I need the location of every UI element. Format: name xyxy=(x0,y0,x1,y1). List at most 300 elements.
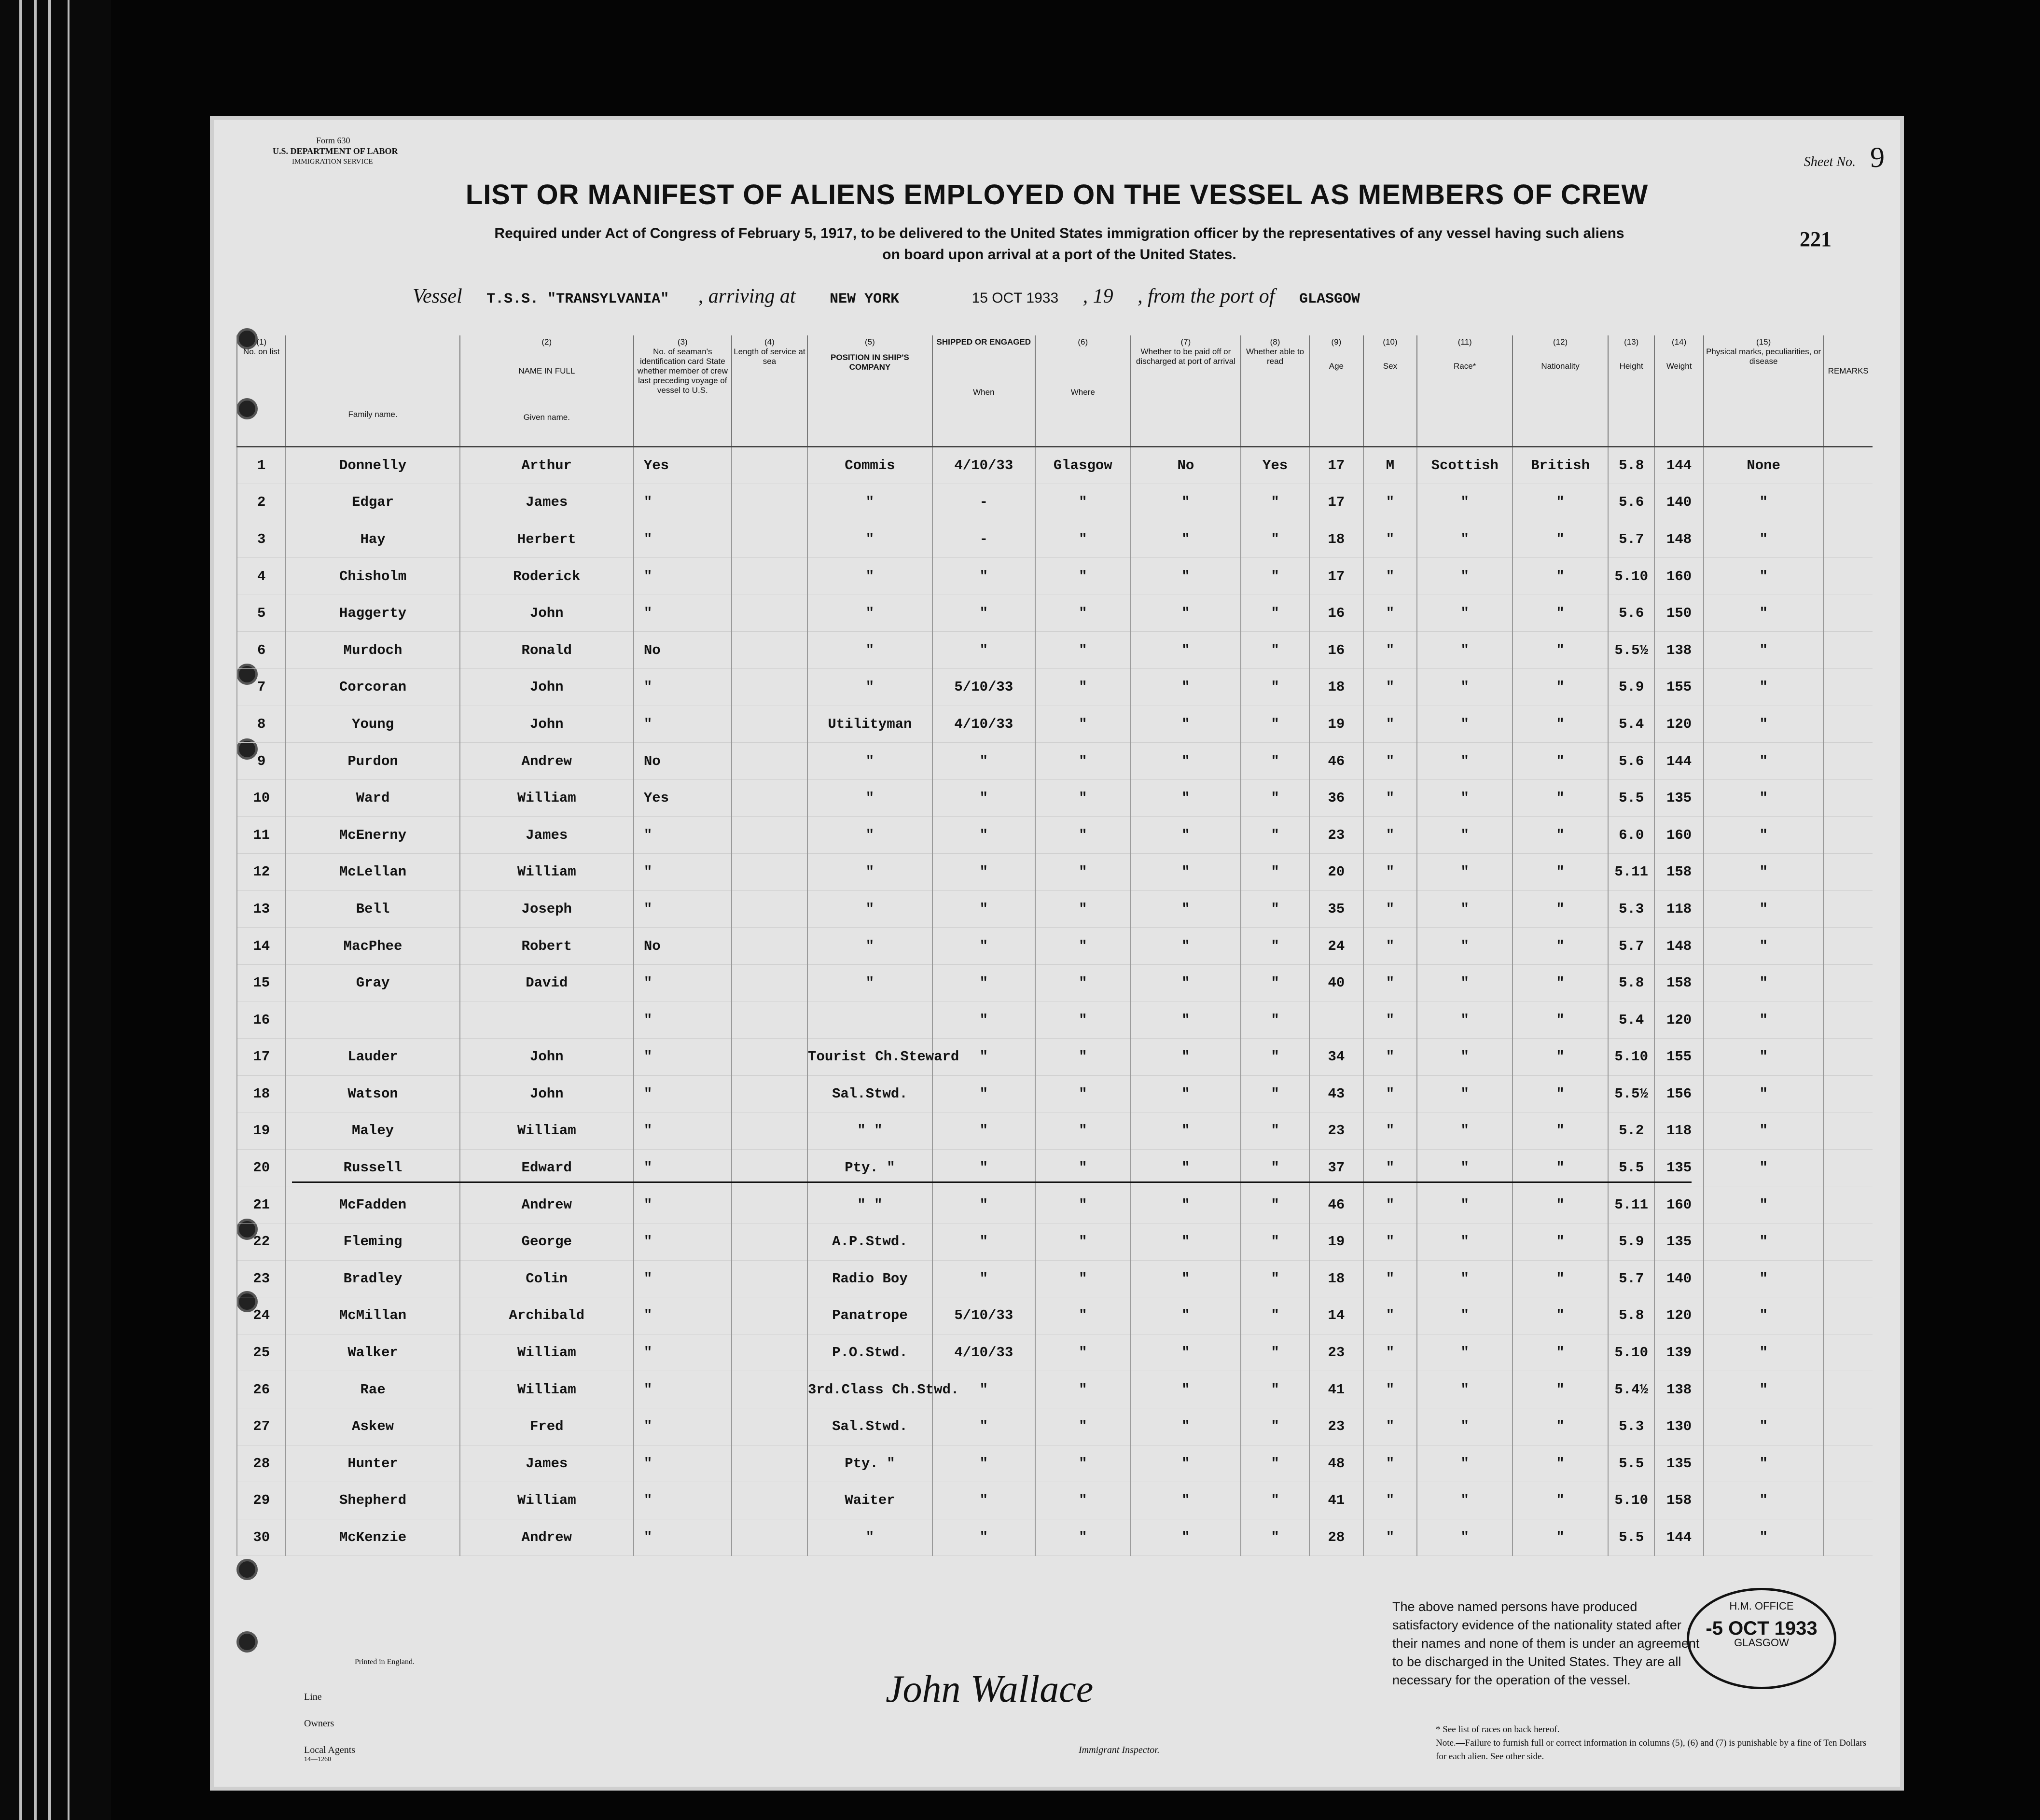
family-name: Ward xyxy=(286,779,459,817)
manifest-page xyxy=(210,116,1904,1791)
weight: 135 xyxy=(1654,1445,1703,1482)
paid-off: " xyxy=(1131,1334,1241,1371)
position: Panatrope xyxy=(807,1297,932,1334)
service-length xyxy=(732,743,807,780)
shipped-when: " xyxy=(932,779,1035,817)
inspector-signature: John Wallace xyxy=(886,1668,1094,1710)
age: 20 xyxy=(1309,854,1363,891)
race: " xyxy=(1417,595,1513,632)
stamp-date: -5 OCT 1933 xyxy=(1706,1618,1818,1639)
position xyxy=(807,1001,932,1039)
remarks xyxy=(1823,1223,1873,1260)
service-length xyxy=(732,1408,807,1445)
given-name: Edward xyxy=(460,1149,634,1186)
remarks xyxy=(1823,890,1873,928)
position: " xyxy=(807,743,932,780)
nationality: " xyxy=(1513,1039,1608,1076)
physical-marks: " xyxy=(1704,1001,1824,1039)
id-card: " xyxy=(634,1408,732,1445)
weight: 150 xyxy=(1654,595,1703,632)
paid-off: " xyxy=(1131,1112,1241,1150)
remarks xyxy=(1823,928,1873,965)
shipped-where: Glasgow xyxy=(1035,446,1131,484)
family-name: McEnerny xyxy=(286,817,459,854)
position: " xyxy=(807,484,932,521)
shipped-when: " xyxy=(932,1186,1035,1223)
height: 5.5½ xyxy=(1608,1075,1654,1112)
line-number: 21 xyxy=(237,1186,286,1223)
physical-marks: " xyxy=(1704,743,1824,780)
weight: 160 xyxy=(1654,1186,1703,1223)
id-card: No xyxy=(634,928,732,965)
shipped-when: " xyxy=(932,1445,1035,1482)
physical-marks: " xyxy=(1704,1408,1824,1445)
position: Sal.Stwd. xyxy=(807,1075,932,1112)
race: " xyxy=(1417,1149,1513,1186)
paid-off: " xyxy=(1131,1297,1241,1334)
position: " " xyxy=(807,1112,932,1150)
id-card: " xyxy=(634,484,732,521)
crew-row xyxy=(237,484,1873,521)
nationality: " xyxy=(1513,1001,1608,1039)
year-label: , 19 xyxy=(1082,285,1113,307)
col-no: (1) No. on list xyxy=(237,335,286,446)
position: Utilityman xyxy=(807,706,932,743)
sex: " xyxy=(1363,1112,1417,1150)
age: 41 xyxy=(1309,1482,1363,1519)
physical-marks: " xyxy=(1704,595,1824,632)
weight: 158 xyxy=(1654,854,1703,891)
position: " xyxy=(807,928,932,965)
given-name: Andrew xyxy=(460,1519,634,1556)
nationality: " xyxy=(1513,484,1608,521)
age: 23 xyxy=(1309,1112,1363,1150)
binder-strip xyxy=(0,0,111,1820)
given-name: Arthur xyxy=(460,446,634,484)
able-to-read: " xyxy=(1241,595,1309,632)
height: 5.2 xyxy=(1608,1112,1654,1150)
race: " xyxy=(1417,1371,1513,1408)
given-name: James xyxy=(460,484,634,521)
weight: 144 xyxy=(1654,1519,1703,1556)
paid-off: " xyxy=(1131,595,1241,632)
service-length xyxy=(732,1223,807,1260)
crew-row xyxy=(237,1075,1873,1112)
physical-marks: " xyxy=(1704,1186,1824,1223)
race: " xyxy=(1417,521,1513,558)
shipped-where: " xyxy=(1035,632,1131,669)
given-name: William xyxy=(460,1371,634,1408)
family-name: Fleming xyxy=(286,1223,459,1260)
height: 5.8 xyxy=(1608,964,1654,1001)
able-to-read: " xyxy=(1241,1297,1309,1334)
able-to-read: " xyxy=(1241,1186,1309,1223)
line-number: 5 xyxy=(237,595,286,632)
given-name: Andrew xyxy=(460,1186,634,1223)
paid-off: " xyxy=(1131,1186,1241,1223)
weight: 135 xyxy=(1654,779,1703,817)
able-to-read: " xyxy=(1241,632,1309,669)
weight: 120 xyxy=(1654,706,1703,743)
physical-marks: " xyxy=(1704,1260,1824,1297)
stamp-bottom: GLASGOW xyxy=(1734,1637,1789,1649)
age: 40 xyxy=(1309,964,1363,1001)
id-card: " xyxy=(634,558,732,595)
weight: 118 xyxy=(1654,1112,1703,1150)
race: " xyxy=(1417,1445,1513,1482)
id-card: " xyxy=(634,1039,732,1076)
nationality: " xyxy=(1513,928,1608,965)
weight: 118 xyxy=(1654,890,1703,928)
line-number: 26 xyxy=(237,1371,286,1408)
nationality: " xyxy=(1513,779,1608,817)
id-card: " xyxy=(634,1519,732,1556)
height: 5.4 xyxy=(1608,1001,1654,1039)
col-able-to-read: (8) Whether able to read xyxy=(1241,335,1309,446)
physical-marks: " xyxy=(1704,854,1824,891)
age: 48 xyxy=(1309,1445,1363,1482)
shipped-when: 4/10/33 xyxy=(932,706,1035,743)
id-card: No xyxy=(634,743,732,780)
crew-row xyxy=(237,1112,1873,1150)
crew-row xyxy=(237,595,1873,632)
line-number: 27 xyxy=(237,1408,286,1445)
nationality: " xyxy=(1513,1482,1608,1519)
line-number: 30 xyxy=(237,1519,286,1556)
col-shipped-where: (6) Where xyxy=(1035,335,1131,446)
line-number: 7 xyxy=(237,669,286,706)
weight: 144 xyxy=(1654,446,1703,484)
given-name: James xyxy=(460,817,634,854)
crew-row xyxy=(237,743,1873,780)
height: 5.9 xyxy=(1608,669,1654,706)
sex: " xyxy=(1363,1334,1417,1371)
weight: 156 xyxy=(1654,1075,1703,1112)
age: 17 xyxy=(1309,446,1363,484)
paid-off: No xyxy=(1131,446,1241,484)
shipped-where: " xyxy=(1035,1519,1131,1556)
declaration-text: The above named persons have produced satisfactory evidence of the nationality stated after their names and none of them is under an agreement to be discharged in the United States. They are all necessary for the operation of the vessel. xyxy=(1392,1599,1700,1687)
physical-marks: " xyxy=(1704,1445,1824,1482)
age: 34 xyxy=(1309,1039,1363,1076)
position: P.O.Stwd. xyxy=(807,1334,932,1371)
col-id-card: (3) No. of seaman's identification card State whether member of crew last preceding voyage of vessel to U.S. xyxy=(634,335,732,446)
nationality: " xyxy=(1513,1519,1608,1556)
paid-off: " xyxy=(1131,928,1241,965)
family-name: McFadden xyxy=(286,1186,459,1223)
crew-table-body xyxy=(237,446,1873,1556)
family-name: Hunter xyxy=(286,1445,459,1482)
physical-marks: " xyxy=(1704,558,1824,595)
line-number: 28 xyxy=(237,1445,286,1482)
service-length xyxy=(732,632,807,669)
physical-marks: " xyxy=(1704,1482,1824,1519)
shipped-when: " xyxy=(932,1260,1035,1297)
service-length xyxy=(732,779,807,817)
able-to-read: " xyxy=(1241,1371,1309,1408)
able-to-read: " xyxy=(1241,1075,1309,1112)
remarks xyxy=(1823,1334,1873,1371)
line-number: 10 xyxy=(237,779,286,817)
shipped-where: " xyxy=(1035,706,1131,743)
remarks xyxy=(1823,706,1873,743)
from-port: GLASGOW xyxy=(1299,291,1360,307)
height: 5.5 xyxy=(1608,1519,1654,1556)
crew-row xyxy=(237,779,1873,817)
nationality: " xyxy=(1513,854,1608,891)
race: " xyxy=(1417,1482,1513,1519)
age: 37 xyxy=(1309,1149,1363,1186)
crew-row xyxy=(237,817,1873,854)
line-16-strikethrough xyxy=(292,1181,1692,1183)
able-to-read: " xyxy=(1241,1482,1309,1519)
service-length xyxy=(732,521,807,558)
able-to-read: " xyxy=(1241,706,1309,743)
footnote xyxy=(1436,1723,1870,1764)
sex: " xyxy=(1363,1445,1417,1482)
crew-row xyxy=(237,1334,1873,1371)
remarks xyxy=(1823,1371,1873,1408)
given-name: William xyxy=(460,1482,634,1519)
race: " xyxy=(1417,1075,1513,1112)
sex: " xyxy=(1363,1482,1417,1519)
owners-label: Owners xyxy=(304,1718,334,1729)
service-length xyxy=(732,1519,807,1556)
position: A.P.Stwd. xyxy=(807,1223,932,1260)
sex: " xyxy=(1363,1075,1417,1112)
height: 5.8 xyxy=(1608,446,1654,484)
nationality: " xyxy=(1513,1371,1608,1408)
id-card: No xyxy=(634,632,732,669)
family-name: McMillan xyxy=(286,1297,459,1334)
sex: " xyxy=(1363,484,1417,521)
sex: " xyxy=(1363,964,1417,1001)
height: 5.11 xyxy=(1608,1186,1654,1223)
able-to-read: " xyxy=(1241,669,1309,706)
remarks xyxy=(1823,595,1873,632)
race: " xyxy=(1417,706,1513,743)
height: 5.10 xyxy=(1608,558,1654,595)
race: " xyxy=(1417,890,1513,928)
weight: 144 xyxy=(1654,743,1703,780)
age: 24 xyxy=(1309,928,1363,965)
remarks xyxy=(1823,1297,1873,1334)
race: " xyxy=(1417,743,1513,780)
position: " xyxy=(807,854,932,891)
header-row xyxy=(237,335,1873,446)
shipped-where: " xyxy=(1035,854,1131,891)
sex: " xyxy=(1363,669,1417,706)
line-number: 1 xyxy=(237,446,286,484)
line-number: 19 xyxy=(237,1112,286,1150)
id-card: " xyxy=(634,1260,732,1297)
paid-off: " xyxy=(1131,890,1241,928)
service-length xyxy=(732,1112,807,1150)
physical-marks: " xyxy=(1704,964,1824,1001)
given-name: William xyxy=(460,1334,634,1371)
race: " xyxy=(1417,1260,1513,1297)
family-name: Haggerty xyxy=(286,595,459,632)
crew-row xyxy=(237,1039,1873,1076)
remarks xyxy=(1823,743,1873,780)
remarks xyxy=(1823,1445,1873,1482)
shipped-where: " xyxy=(1035,1260,1131,1297)
age: 35 xyxy=(1309,890,1363,928)
position: " xyxy=(807,521,932,558)
sex: M xyxy=(1363,446,1417,484)
weight: 138 xyxy=(1654,632,1703,669)
position: " xyxy=(807,632,932,669)
sex: " xyxy=(1363,1039,1417,1076)
nationality: " xyxy=(1513,1297,1608,1334)
crew-row xyxy=(237,521,1873,558)
physical-marks: " xyxy=(1704,1075,1824,1112)
paid-off: " xyxy=(1131,1482,1241,1519)
shipped-where: " xyxy=(1035,484,1131,521)
shipped-when: " xyxy=(932,1001,1035,1039)
form-code: 14—1260 xyxy=(304,1756,331,1763)
service-length xyxy=(732,1149,807,1186)
sex: " xyxy=(1363,1408,1417,1445)
position: " xyxy=(807,817,932,854)
crew-row xyxy=(237,964,1873,1001)
race: " xyxy=(1417,1186,1513,1223)
given-name: William xyxy=(460,1112,634,1150)
subtitle-line-1: Required under Act of Congress of February 5, 1917, to be delivered to the United States immigration officer by the representatives of any vessel having such aliens xyxy=(494,225,1624,241)
family-name: Lauder xyxy=(286,1039,459,1076)
id-card: " xyxy=(634,1297,732,1334)
sex: " xyxy=(1363,779,1417,817)
service-length xyxy=(732,1075,807,1112)
remarks xyxy=(1823,1149,1873,1186)
service-length xyxy=(732,446,807,484)
remarks xyxy=(1823,1408,1873,1445)
physical-marks: " xyxy=(1704,706,1824,743)
shipped-where: " xyxy=(1035,1149,1131,1186)
id-card: " xyxy=(634,595,732,632)
given-name: Fred xyxy=(460,1408,634,1445)
age: 16 xyxy=(1309,632,1363,669)
paid-off: " xyxy=(1131,854,1241,891)
crew-row xyxy=(237,1519,1873,1556)
col-position: (5) POSITION IN SHIP'S COMPANY xyxy=(807,335,932,446)
shipped-when: " xyxy=(932,1223,1035,1260)
given-name: George xyxy=(460,1223,634,1260)
physical-marks: " xyxy=(1704,1149,1824,1186)
able-to-read: " xyxy=(1241,1112,1309,1150)
sex: " xyxy=(1363,1260,1417,1297)
crew-row xyxy=(237,928,1873,965)
able-to-read: " xyxy=(1241,1445,1309,1482)
height: 5.4 xyxy=(1608,706,1654,743)
line-number: 15 xyxy=(237,964,286,1001)
given-name: John xyxy=(460,1075,634,1112)
remarks xyxy=(1823,1112,1873,1150)
sex: " xyxy=(1363,521,1417,558)
shipped-where: " xyxy=(1035,779,1131,817)
height: 5.9 xyxy=(1608,1223,1654,1260)
family-name: Chisholm xyxy=(286,558,459,595)
crew-row xyxy=(237,632,1873,669)
given-name: William xyxy=(460,854,634,891)
remarks xyxy=(1823,632,1873,669)
crew-table xyxy=(236,335,1873,1556)
age: 41 xyxy=(1309,1371,1363,1408)
shipped-when: " xyxy=(932,1371,1035,1408)
family-name: Shepherd xyxy=(286,1482,459,1519)
position: " xyxy=(807,558,932,595)
col-paid-off: (7) Whether to be paid off or discharged at port of arrival xyxy=(1131,335,1241,446)
weight: 130 xyxy=(1654,1408,1703,1445)
height: 5.7 xyxy=(1608,1260,1654,1297)
crew-row xyxy=(237,1186,1873,1223)
able-to-read: " xyxy=(1241,1001,1309,1039)
weight: 158 xyxy=(1654,964,1703,1001)
family-name: Murdoch xyxy=(286,632,459,669)
shipped-where: " xyxy=(1035,1075,1131,1112)
able-to-read: " xyxy=(1241,484,1309,521)
sex: " xyxy=(1363,890,1417,928)
able-to-read: " xyxy=(1241,1149,1309,1186)
crew-row xyxy=(237,1001,1873,1039)
remarks xyxy=(1823,854,1873,891)
age: 28 xyxy=(1309,1519,1363,1556)
paid-off: " xyxy=(1131,1149,1241,1186)
crew-row xyxy=(237,1408,1873,1445)
race: " xyxy=(1417,817,1513,854)
document-title: LIST OR MANIFEST OF ALIENS EMPLOYED ON THE VESSEL AS MEMBERS OF CREW xyxy=(465,179,1649,210)
race: " xyxy=(1417,1223,1513,1260)
height: 5.5 xyxy=(1608,1149,1654,1186)
sex: " xyxy=(1363,817,1417,854)
remarks xyxy=(1823,1039,1873,1076)
id-card: " xyxy=(634,1075,732,1112)
remarks xyxy=(1823,1075,1873,1112)
crew-row xyxy=(237,854,1873,891)
given-name: Ronald xyxy=(460,632,634,669)
local-agents-label: Local Agents xyxy=(304,1745,356,1755)
height: 5.10 xyxy=(1608,1334,1654,1371)
service-length xyxy=(732,1039,807,1076)
line-number: 13 xyxy=(237,890,286,928)
shipped-where: " xyxy=(1035,1112,1131,1150)
paid-off: " xyxy=(1131,632,1241,669)
id-card: " xyxy=(634,964,732,1001)
height: 5.6 xyxy=(1608,484,1654,521)
shipped-where: " xyxy=(1035,1371,1131,1408)
position: Pty. " xyxy=(807,1445,932,1482)
given-name: John xyxy=(460,669,634,706)
weight: 155 xyxy=(1654,669,1703,706)
weight: 160 xyxy=(1654,558,1703,595)
remarks xyxy=(1823,669,1873,706)
line-number: 29 xyxy=(237,1482,286,1519)
shipped-when: " xyxy=(932,1075,1035,1112)
shipped-where: " xyxy=(1035,1334,1131,1371)
date-stamp: 15 OCT 1933 xyxy=(971,290,1059,306)
shipped-when: " xyxy=(932,1408,1035,1445)
race: " xyxy=(1417,1039,1513,1076)
nationality: " xyxy=(1513,521,1608,558)
col-service-length: (4) Length of service at sea xyxy=(732,335,807,446)
service-length xyxy=(732,558,807,595)
nationality: " xyxy=(1513,817,1608,854)
shipped-when: " xyxy=(932,890,1035,928)
col-given-name: (2) NAME IN FULL Given name. xyxy=(460,335,634,446)
paid-off: " xyxy=(1131,743,1241,780)
paid-off: " xyxy=(1131,1408,1241,1445)
shipped-where: " xyxy=(1035,1297,1131,1334)
